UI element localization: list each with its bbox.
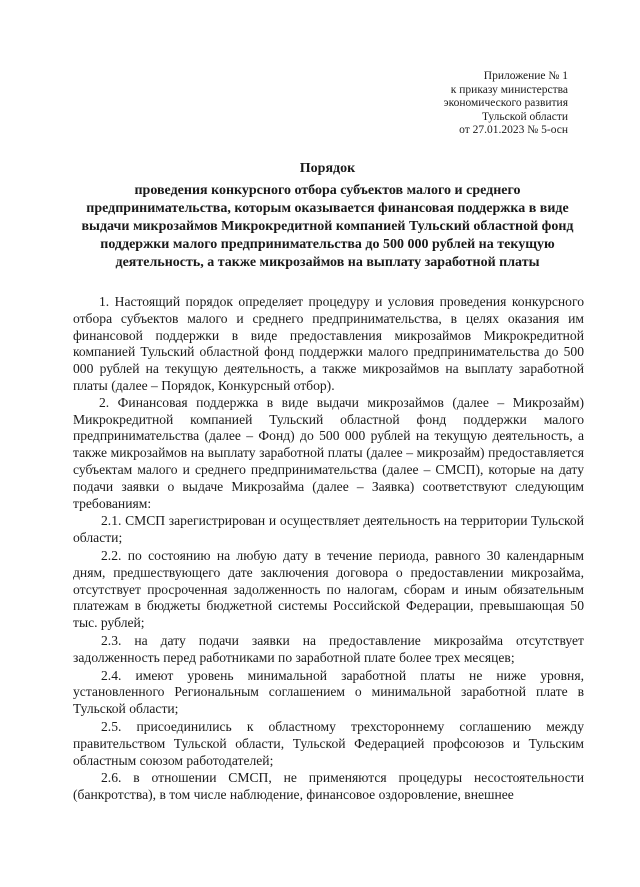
paragraph-2: 2. Финансовая поддержка в виде выдачи микрозаймов (далее – Микрозайм) Микрокредитной компанией Тульский областной фонд поддержки малого предпринимательства (далее – Фонд) до 500 000 рублей на текущую деятельность, а также микрозаймов на выплату заработной платы (далее – микрозайм) предоставляется субъектам малого и среднего предпринимательства (далее – СМСП), которые на дату подачи заявки о выдаче Микрозайма (далее – Заявка) соответствуют следующим требованиям: bbox=[73, 394, 584, 511]
title-heading: Порядок bbox=[299, 161, 356, 176]
paragraph-2-2: 2.2. по состоянию на любую дату в течение периода, равного 30 календарным дням, предшествующего дате заключения договора о предоставлении микрозайма, отсутствует просроченная задолженность по налогам, сборам и иным обязательным платежам в бюджеты бюджетной системы Российской Федерации, превышающая 50 тыс. рублей; bbox=[73, 547, 584, 631]
appendix-line: экономического развития bbox=[443, 97, 568, 110]
paragraph-2-6: 2.6. в отношении СМСП, не применяются процедуры несостоятельности (банкротства), в том числе наблюдение, финансовое оздоровление, внешнее bbox=[73, 770, 584, 803]
document-title bbox=[70, 160, 585, 272]
document-body bbox=[73, 294, 584, 804]
paragraph-2-1: 2.1. СМСП зарегистрирован и осуществляет деятельность на территории Тульской области; bbox=[73, 513, 584, 546]
appendix-line: Приложение № 1 bbox=[483, 70, 568, 82]
title-subtitle: проведения конкурсного отбора субъектов малого и среднего предпринимательства, которым оказывается финансовая поддержка в виде выдачи микрозаймов Микрокредитной компанией Тульский областной фонд поддержки малого предпринимательства до 500 000 рублей на текущую деятельность, а также микрозаймов на выплату заработной платы bbox=[81, 183, 574, 270]
appendix-line: от 27.01.2023 № 5-осн bbox=[459, 124, 568, 137]
appendix-header bbox=[368, 70, 568, 138]
paragraph-2-4: 2.4. имеют уровень минимальной заработной платы не ниже уровня, установленного Региональным соглашением о минимальной заработной плате в Тульской области; bbox=[73, 667, 584, 717]
appendix-line: к приказу министерства bbox=[450, 83, 568, 96]
paragraph-1: 1. Настоящий порядок определяет процедуру и условия проведения конкурсного отбора субъектов малого и среднего предпринимательства, в целях оказания им финансовой поддержки в виде предоставления микрозаймов Микрокредитной компанией Тульский областной фонд поддержки малого предпринимательства до 500 000 рублей на текущую деятельность, а также микрозаймов на выплату заработной платы (далее – Порядок, Конкурсный отбор). bbox=[73, 294, 584, 393]
appendix-line: Тульской области bbox=[481, 110, 568, 123]
paragraph-2-3: 2.3. на дату подачи заявки на предоставление микрозайма отсутствует задолженность перед работниками по заработной плате более трех месяцев; bbox=[73, 632, 584, 665]
paragraph-2-5: 2.5. присоединились к областному трехстороннему соглашению между правительством Тульской области, Тульской Федерацией профсоюзов и Тульским областным союзом работодателей; bbox=[73, 718, 584, 768]
